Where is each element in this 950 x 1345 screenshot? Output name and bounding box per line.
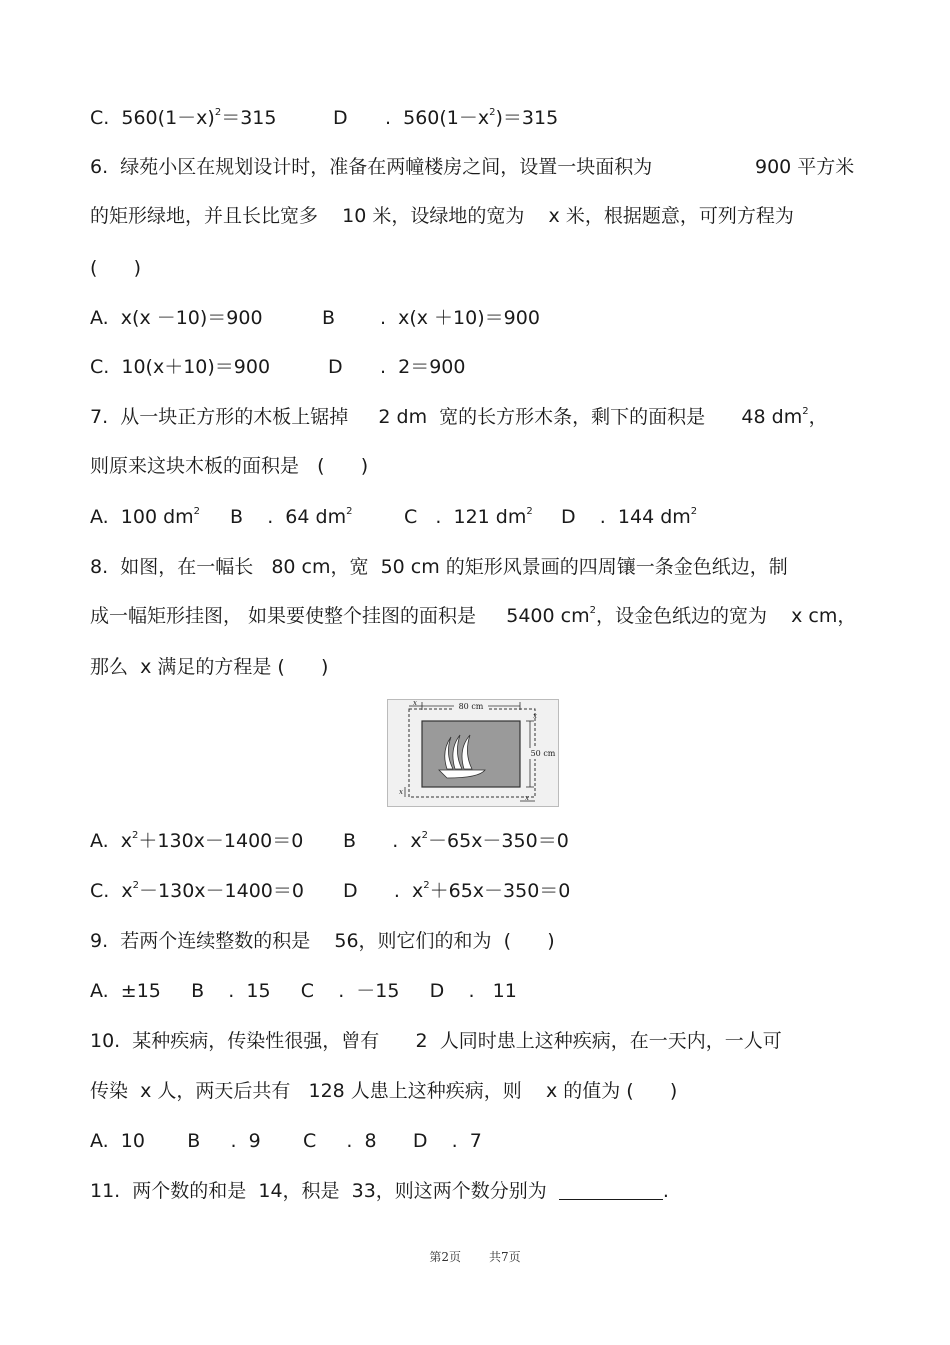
framed-picture-figure [387,699,559,807]
q9-options: A. ±15 B . 15 C . －15 D . 11 [90,980,517,1002]
q6-stem-line1: 6. 绿苑小区在规划设计时，准备在两幢楼房之间，设置一块面积为 [90,156,653,178]
q7-option-c: C . 121 $dm^2$ [404,506,533,528]
q6-option-d-label: D [328,356,343,378]
q8-option-c: C. $x^2-130x-1400=0$ [90,880,304,902]
label-x-top-left: x [413,699,417,707]
label-x-bottom-right: x [525,794,529,802]
q7-option-b: B . 64 $dm^2$ [230,506,353,528]
q7-stem-line2: 则原来这块木板的面积是 ( ) [90,455,369,477]
label-x-left: x [399,788,403,796]
q6-option-c: C. 10(x＋10)＝900 [90,356,271,378]
q6-option-d: . 2＝900 [380,356,466,378]
q10-stem-line2: 传染 x 人，两天后共有 128 人患上这种疾病，则 x 的值为 ( ) [90,1080,678,1102]
label-x-top-right: x [533,712,537,720]
q5-option-d: . $560(1-x^2)=315$ [385,107,559,129]
q6-answer-bracket: ( ) [90,257,142,279]
q6-stem-line1-end: 900 平方米 [755,156,855,178]
q10-options: A. 10 B . 9 C . 8 D . 7 [90,1130,482,1152]
q9-stem: 9. 若两个连续整数的积是 56，则它们的和为 ( ) [90,930,555,952]
q8-option-a: A. $x^2+130x-1400=0$ [90,830,304,852]
q7-option-d: D . 144 $dm^2$ [561,506,698,528]
q6-option-a: A. x(x －10)＝900 [90,307,263,329]
q11-answer-blank[interactable] [559,1179,663,1200]
q10-stem-line1: 10. 某种疾病，传染性很强，曾有 2 人同时患上这种疾病，在一天内，一人可 [90,1030,782,1052]
q6-option-b-label: B [322,307,336,329]
page-footer [0,1248,950,1265]
q5-option-d-label: D [333,107,348,129]
q7-stem-line1: 7. 从一块正方形的木板上锯掉 2 dm 宽的长方形木条，剩下的面积是 48 $dm^2$， [90,406,828,428]
q7-option-a: A. 100 $dm^2$ [90,506,201,528]
q6-option-b: . x(x ＋10)＝900 [380,307,540,329]
q6-stem-line2: 的矩形绿地，并且长比宽多 10 米，设绿地的宽为 x 米，根据题意，可列方程为 [90,205,794,227]
q8-option-d: D . $x^2+65x-350=0$ [343,880,571,902]
q8-stem-line2: 成一幅矩形挂图， 如果要使整个挂图的面积是 5400 $cm^2$，设金色纸边的宽为 x cm， [90,605,857,627]
page-number: 第2页 [429,1250,461,1264]
label-80cm: 80 cm [458,702,484,711]
q5-option-c: C. $560(1-x)^2=315$ [90,107,277,129]
q8-stem-line1: 8. 如图，在一幅长 80 cm，宽 50 cm 的矩形风景画的四周镶一条金色纸边，制 [90,556,788,578]
q8-stem-line3: 那么 x 满足的方程是 ( ) [90,656,329,678]
q8-option-b: B . $x^2-65x-350=0$ [343,830,569,852]
label-50cm: 50 cm [530,749,556,758]
page-total: 共7页 [489,1250,521,1264]
q11-stem: 11. 两个数的和是 14，积是 33，则这两个数分别为 . [90,1180,669,1202]
painting-rect [422,721,520,787]
